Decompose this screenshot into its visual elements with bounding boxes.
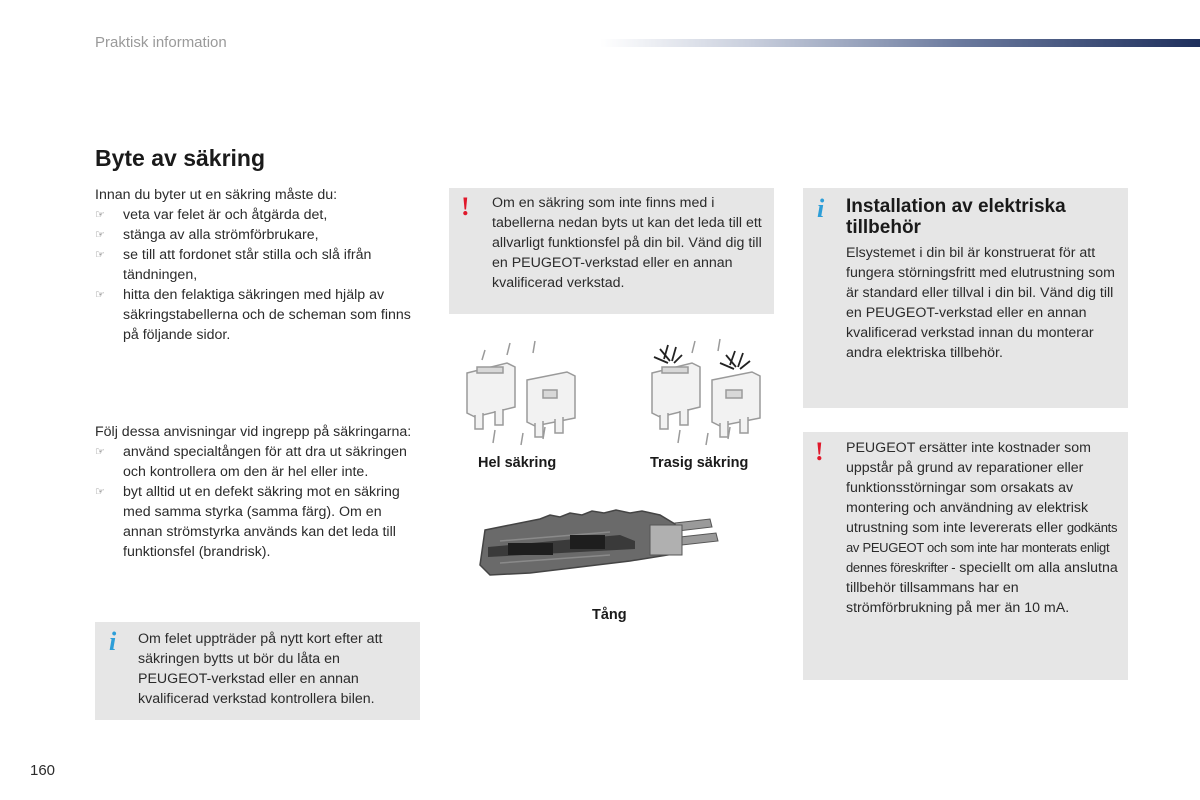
list-item: ☞ hitta den felaktiga säkringen med hjälp av säkringstabellerna och de scheman som finns på följande sidor. — [95, 287, 411, 343]
pointing-hand-icon: ☞ — [95, 289, 105, 301]
info-box-right — [803, 188, 1128, 408]
info-icon: i — [109, 627, 117, 656]
list-item: ☞ byt alltid ut en defekt säkring mot en säkring med samma styrka (samma färg). Om en annan strömstyrka används kan det leda till funktionsfel (brandrisk). — [95, 484, 400, 560]
good-fuse-icon — [467, 341, 575, 445]
procedure-lead: Följ dessa anvisningar vid ingrepp på säkringarna: — [95, 424, 412, 440]
exclamation-icon: ! — [461, 192, 470, 221]
blown-fuse-icon — [652, 339, 760, 445]
pointing-hand-icon: ☞ — [95, 249, 105, 261]
exclamation-icon: ! — [815, 437, 824, 466]
warning-box-middle-text: Om en säkring som inte finns med i tabellerna nedan byts ut kan det leda till ett allvarligt funktionsfel på din bil. Vänd dig till en PEUGEOT-verkstad eller en annan kvalificerad verkstad. — [492, 195, 762, 291]
list-item: ☞ veta var felet är och åtgärda det, — [95, 207, 328, 223]
info-box-right-title: Installation av elektriska tillbehör — [846, 196, 1066, 238]
pointing-hand-icon: ☞ — [95, 486, 105, 498]
procedure-section — [95, 422, 423, 562]
pointing-hand-icon: ☞ — [95, 229, 105, 241]
list-item: ☞ stänga av alla strömförbrukare, — [95, 227, 319, 243]
header-gradient-bar — [600, 39, 1200, 47]
pointing-hand-icon: ☞ — [95, 209, 105, 221]
warning-box-middle — [449, 188, 774, 314]
warning-box-right-text: PEUGEOT ersätter inte kostnader som uppstår på grund av reparationer eller funktionsstörningar som orsakats av montering och användning av elektrisk utrustning som inte levererats eller godkänts av PEUGEOT och som inte har monterats enligt dennes föreskrifter - speciellt om alla anslutna tillbehör tillsammans har en strömförbrukning på mer än 10 mA. — [846, 440, 1118, 616]
warning-box-right — [803, 432, 1128, 680]
section-header: Praktisk information — [95, 34, 227, 51]
info-box-right-text: Elsystemet i din bil är konstruerat för att fungera störningsfritt med elutrustning som är standard eller tillval i din bil. Vänd dig till en PEUGEOT-verkstad eller en annan kvalificerad verkstad innan du monterar andra elektriska tillbehör. — [846, 245, 1115, 361]
pointing-hand-icon: ☞ — [95, 446, 105, 458]
page-title: Byte av säkring — [95, 145, 266, 171]
info-box-left-text: Om felet uppträder på nytt kort efter att säkringen bytts ut bör du låta en PEUGEOT-verkstad eller en annan kvalificerad verkstad kontrollera bilen. — [138, 631, 383, 707]
tool-caption: Tång — [592, 607, 627, 623]
list-item: ☞ använd specialtången för att dra ut säkringen och kontrollera om den är hel eller inte. — [95, 444, 407, 480]
blown-fuse-caption: Trasig säkring — [650, 455, 749, 471]
fuse-illustration — [455, 335, 775, 450]
good-fuse-caption: Hel säkring — [478, 455, 557, 471]
intro-section — [95, 185, 420, 345]
list-item: ☞ se till att fordonet står stilla och slå ifrån tändningen, — [95, 247, 372, 283]
info-box-left — [95, 622, 420, 720]
page-number: 160 — [30, 762, 56, 779]
fuse-puller-icon — [470, 505, 730, 590]
intro-lead: Innan du byter ut en säkring måste du: — [95, 187, 338, 203]
info-icon: i — [817, 194, 825, 223]
